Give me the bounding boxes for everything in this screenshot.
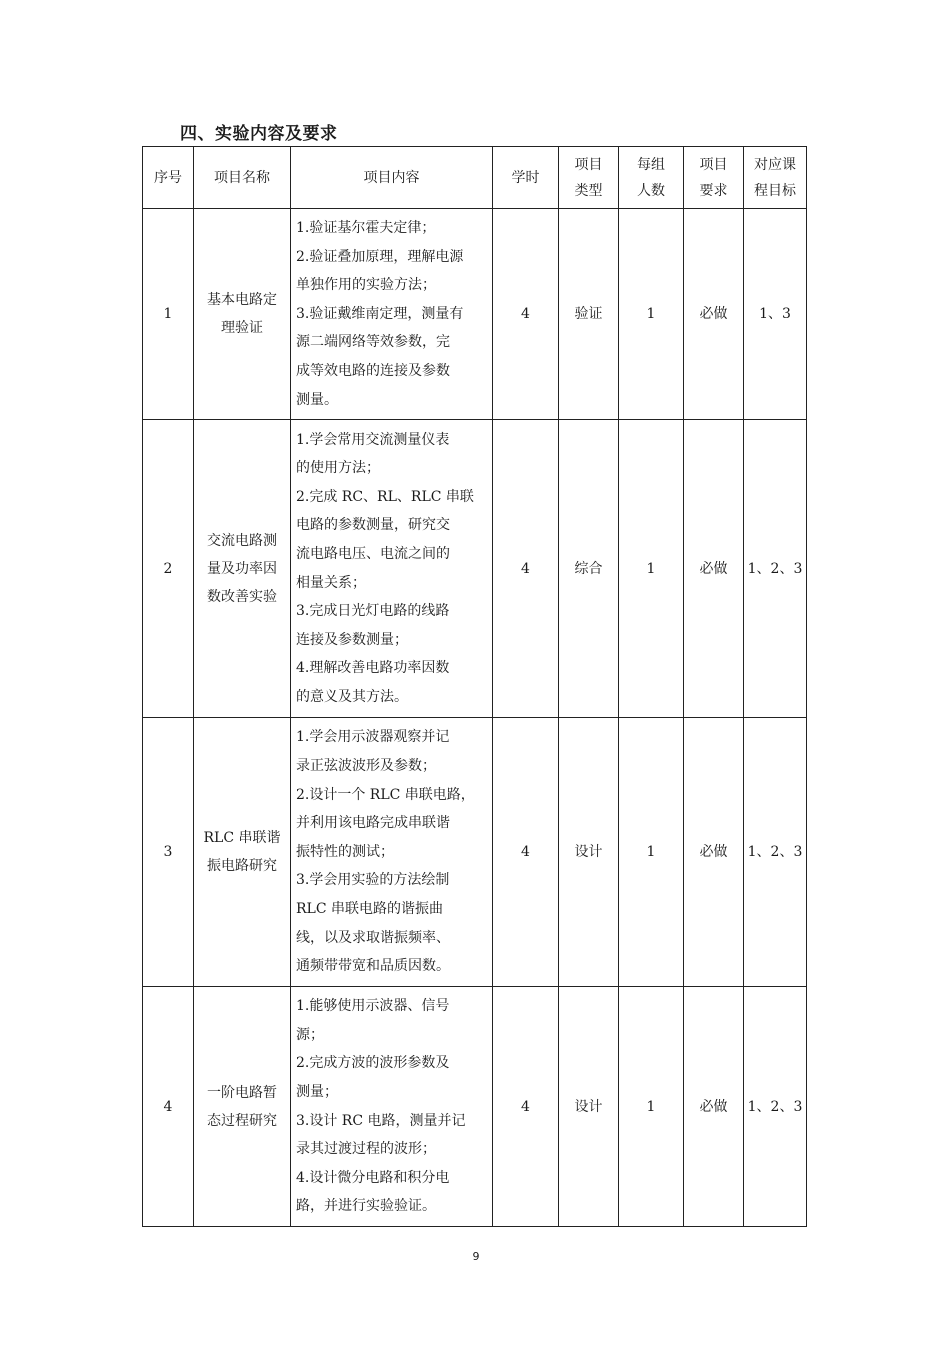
cell-content: 1.学会常用交流测量仪表 的使用方法； 2.完成 RC、RL、RLC 串联 电路的参数测量，研究交 流电路电压、电流之间的 相量关系； 3.完成日光灯电路的线路 连接及参数测量； 4.理解改善电路功率因数 的意义及其方法。 [291, 420, 493, 718]
cell-requirement: 必做 [684, 718, 744, 987]
cell-index: 4 [143, 987, 194, 1227]
header-row [143, 147, 807, 209]
cell-content: 1.学会用示波器观察并记 录正弦波波形及参数； 2.设计一个 RLC 串联电路， 并利用该电路完成串联谐 振特性的测试； 3.学会用实验的方法绘制 RLC 串联电路的谐振曲 线，以及求取谐振频率、 通频带带宽和品质因数。 [291, 718, 493, 987]
cell-name: 一阶电路暂 态过程研究 [194, 987, 291, 1227]
cell-index: 3 [143, 718, 194, 987]
header-requirement: 项目 要求 [684, 147, 744, 209]
cell-index: 2 [143, 420, 194, 718]
header-hours: 学时 [493, 147, 559, 209]
cell-hours: 4 [493, 209, 559, 420]
cell-objective: 1、2、3 [744, 420, 807, 718]
cell-content: 1.能够使用示波器、信号 源； 2.完成方波的波形参数及 测量； 3.设计 RC 电路，测量并记 录其过渡过程的波形； 4.设计微分电路和积分电 路，并进行实验验证。 [291, 987, 493, 1227]
page-number: 9 [472, 1250, 480, 1263]
table-row [143, 420, 807, 718]
cell-type: 设计 [559, 987, 619, 1227]
cell-objective: 1、2、3 [744, 718, 807, 987]
cell-objective: 1、2、3 [744, 987, 807, 1227]
cell-hours: 4 [493, 420, 559, 718]
header-content: 项目内容 [291, 147, 493, 209]
header-index: 序号 [143, 147, 194, 209]
cell-group-size: 1 [619, 420, 684, 718]
cell-requirement: 必做 [684, 209, 744, 420]
cell-type: 验证 [559, 209, 619, 420]
table-row [143, 718, 807, 987]
experiment-table [142, 146, 807, 1227]
header-name: 项目名称 [194, 147, 291, 209]
cell-index: 1 [143, 209, 194, 420]
cell-type: 设计 [559, 718, 619, 987]
cell-name: 基本电路定 理验证 [194, 209, 291, 420]
cell-objective: 1、3 [744, 209, 807, 420]
cell-type: 综合 [559, 420, 619, 718]
cell-hours: 4 [493, 718, 559, 987]
cell-group-size: 1 [619, 718, 684, 987]
cell-content: 1.验证基尔霍夫定律； 2.验证叠加原理，理解电源 单独作用的实验方法； 3.验证戴维南定理，测量有 源二端网络等效参数，完 成等效电路的连接及参数 测量。 [291, 209, 493, 420]
cell-requirement: 必做 [684, 987, 744, 1227]
cell-name: RLC 串联谐 振电路研究 [194, 718, 291, 987]
cell-group-size: 1 [619, 987, 684, 1227]
header-type: 项目 类型 [559, 147, 619, 209]
header-group-size: 每组 人数 [619, 147, 684, 209]
table-row [143, 987, 807, 1227]
cell-requirement: 必做 [684, 420, 744, 718]
cell-name: 交流电路测 量及功率因 数改善实验 [194, 420, 291, 718]
cell-hours: 4 [493, 987, 559, 1227]
table-row [143, 209, 807, 420]
cell-group-size: 1 [619, 209, 684, 420]
header-objective: 对应课 程目标 [744, 147, 807, 209]
section-title: 四、实验内容及要求 [180, 124, 338, 144]
